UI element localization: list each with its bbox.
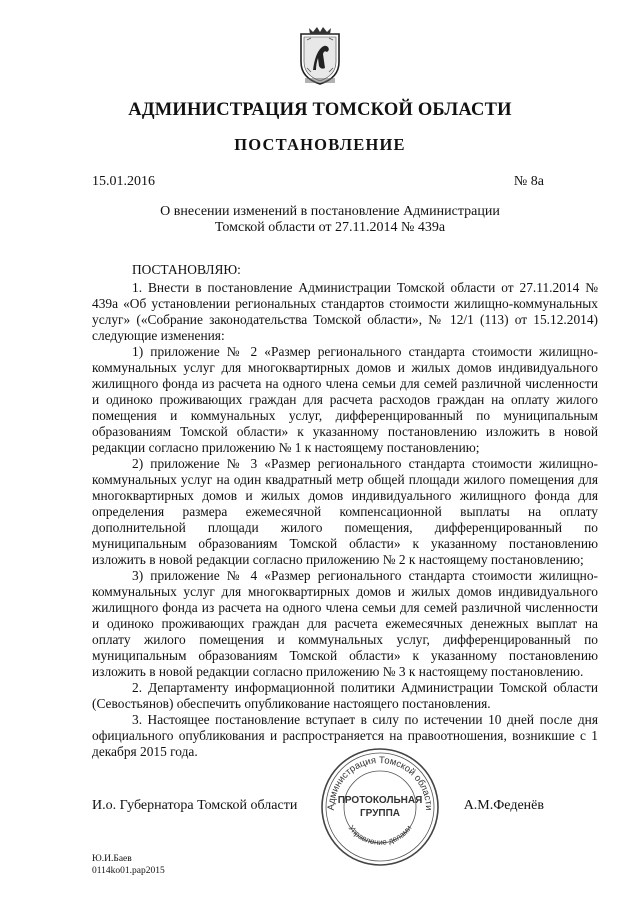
paragraph-1-item-3: 3) приложение № 4 «Размер регионального стандарта стоимости жилищно-коммунальных услуг для многоквартирных домов и жилых домов индивидуального жилищного фонда из расчета на одного члена семьи для семей различной численности и одиноко проживающих граждан для расчета ежемесячных денежных выплат на оплату жилого помещения и коммунальных услуг, дифференцированный по муниципальным образованиям Томской области» к указанному постановлению изложить в новой редакции согласно приложению № 3 к настоящему постановлению. — [92, 568, 598, 679]
official-stamp — [318, 745, 442, 869]
stamp-center-line: ПРОТОКОЛЬНАЯ — [337, 795, 423, 806]
document-number: № 8а — [513, 174, 544, 189]
coat-of-arms-icon — [297, 24, 343, 86]
document-subject — [120, 204, 540, 236]
subject-line: Томской области от 27.11.2014 № 439а — [214, 220, 446, 235]
paragraph-2: 2. Департаменту информационной политики Администрации Томской области (Севостьянов) обеспечить опубликование настоящего постановления. — [92, 680, 598, 711]
file-code: 0114ko01.pap2015 — [92, 866, 165, 876]
document-body — [92, 262, 598, 760]
svg-text:Управление делами — [347, 824, 414, 847]
signatory-position: И.о. Губернатора Томской области — [92, 798, 298, 813]
paragraph-1: 1. Внести в постановление Администрации Томской области от 27.11.2014 № 439а «Об установлении региональных стандартов стоимости жилищно-коммунальных услуг» («Собрание законодательства Томской области», № 12/1 (113) от 15.12.2014) следующие изменения: — [92, 280, 598, 343]
executor-name: Ю.И.Баев — [92, 854, 132, 864]
document-type: ПОСТАНОВЛЕНИЕ — [234, 135, 406, 154]
stamp-ring-text: Администрация Томской области — [325, 754, 435, 811]
executor-block — [92, 853, 165, 877]
decree-word: ПОСТАНОВЛЯЮ: — [132, 262, 241, 277]
document-date: 15.01.2016 — [92, 174, 155, 189]
signatory-name: А.М.Феденёв — [463, 798, 544, 813]
stamp-center-line: ГРУППА — [359, 808, 401, 819]
organization-title: АДМИНИСТРАЦИЯ ТОМСКОЙ ОБЛАСТИ — [128, 100, 512, 120]
paragraph-1-item-2: 2) приложение № 3 «Размер регионального стандарта стоимости жилищно-коммунальных услуг на один квадратный метр общей площади жилого помещения для многоквартирных домов и жилых домов индивидуального жилищного фонда для определения размера ежемесячной компенсационной выплаты на оплату дополнительной площади жилого помещения, дифференцированный по муниципальным образованиям Томской области» к указанному постановлению изложить в новой редакции согласно приложению № 2 к настоящему постановлению; — [92, 456, 598, 567]
stamp-bottom-text: Управление делами — [346, 823, 414, 847]
paragraph-1-item-1: 1) приложение № 2 «Размер регионального стандарта стоимости жилищно-коммунальных услуг для многоквартирных домов и жилых домов индивидуального жилищного фонда из расчета на одного члена семьи для семей различной численности и одиноко проживающих граждан для расчета расходов граждан на оплату жилого помещения и коммунальных услуг, дифференцированный по муниципальным образованиям Томской области» к указанному постановлению изложить в новой редакции согласно приложению № 1 к настоящему постановлению; — [92, 344, 598, 455]
subject-line: О внесении изменений в постановление Администрации — [160, 204, 500, 219]
paragraph-3: 3. Настоящее постановление вступает в силу по истечении 10 дней после дня официального опубликования и распространяется на правоотношения, возникшие с 1 декабря 2015 года. — [92, 712, 598, 759]
